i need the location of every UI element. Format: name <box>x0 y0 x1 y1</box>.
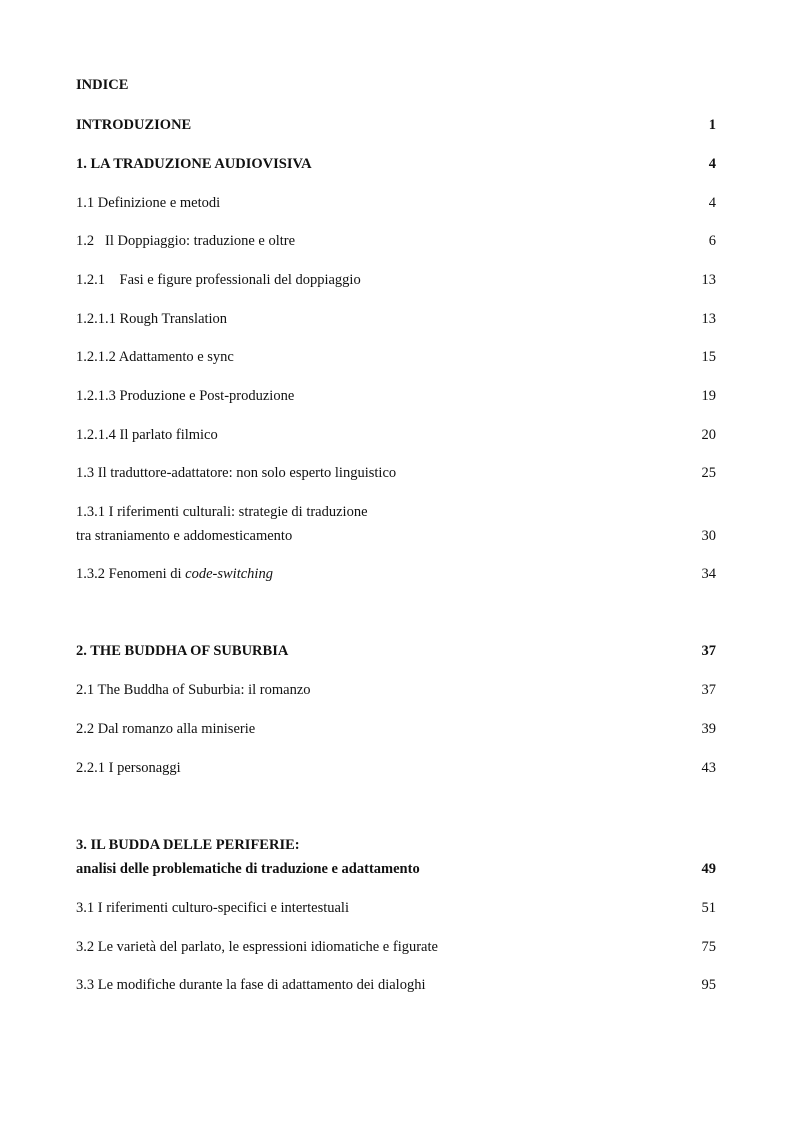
entry-page: 39 <box>701 721 716 737</box>
entry-title: 1.2.1 Fasi e figure professionali del doppiaggio <box>76 272 361 288</box>
heading-text: INDICE <box>76 77 129 93</box>
entry-page: 49 <box>701 861 716 877</box>
entry-title: 1.2.1.1 Rough Translation <box>76 311 228 327</box>
entry-page: 37 <box>701 682 716 698</box>
entry-page: 15 <box>701 349 716 365</box>
toc-entry-3-3 <box>76 975 716 995</box>
toc-entry-1-2-1-4 <box>76 425 716 445</box>
entry-page: 20 <box>701 427 716 443</box>
entry-page: 4 <box>708 195 716 211</box>
entry-page: 19 <box>701 388 716 404</box>
toc-entry-2-1 <box>76 680 716 700</box>
entry-page: 25 <box>701 465 716 481</box>
toc-entry-3-2 <box>76 937 716 957</box>
entry-title: 2.2 Dal romanzo alla miniserie <box>76 721 256 737</box>
entry-title: 3.2 Le varietà del parlato, le espressioni idiomatiche e figurate <box>76 939 438 955</box>
entry-title: 1. LA TRADUZIONE AUDIOVISIVA <box>76 156 312 172</box>
entry-title: 2.1 The Buddha of Suburbia: il romanzo <box>76 682 311 698</box>
entry-title-emphasis: code-switching <box>185 566 273 582</box>
entry-title: 3.3 Le modifiche durante la fase di adattamento dei dialoghi <box>76 977 426 993</box>
entry-page: 13 <box>701 272 716 288</box>
toc-entry-introduzione <box>76 115 716 135</box>
entry-title-line-2: analisi delle problematiche di traduzione e adattamento <box>76 861 420 877</box>
toc-entry-1-2-1-1 <box>76 309 716 329</box>
entry-title: 1.2.1.4 Il parlato filmico <box>76 427 218 443</box>
entry-title-line-1: 1.3.1 I riferimenti culturali: strategie di traduzione <box>76 504 368 520</box>
entry-title: 2. THE BUDDHA OF SUBURBIA <box>76 643 289 659</box>
entry-page: 6 <box>708 233 716 249</box>
entry-page: 13 <box>701 311 716 327</box>
entry-title-prefix: 1.3.2 Fenomeni di <box>76 566 186 582</box>
toc-entry-1-2-1-2 <box>76 347 716 367</box>
entry-title-line-2: tra straniamento e addomesticamento <box>76 528 293 544</box>
toc-entry-1-3-1 <box>76 502 716 546</box>
entry-page: 95 <box>701 977 716 993</box>
entry-title: 1.2.1.2 Adattamento e sync <box>76 349 234 365</box>
entry-title: 3.1 I riferimenti culturo-specifici e intertestuali <box>76 900 349 916</box>
toc-entry-1-3-2 <box>76 564 716 584</box>
entry-page: 30 <box>701 528 716 544</box>
toc-entry-chapter-1 <box>76 154 716 174</box>
entry-page: 34 <box>701 566 716 582</box>
toc-heading <box>76 75 716 95</box>
entry-title: 1.1 Definizione e metodi <box>76 195 221 211</box>
entry-page: 43 <box>701 760 716 776</box>
entry-page: 37 <box>701 643 716 659</box>
entry-page: 4 <box>708 156 716 172</box>
toc-entry-1-2 <box>76 231 716 251</box>
toc-entry-1-1 <box>76 193 716 213</box>
toc-entry-1-2-1 <box>76 270 716 290</box>
entry-page: 51 <box>701 900 716 916</box>
entry-title-line-1: 3. IL BUDDA DELLE PERIFERIE: <box>76 837 300 853</box>
toc-entry-2-2 <box>76 719 716 739</box>
toc-entry-chapter-3 <box>76 835 716 879</box>
entry-title: 1.3 Il traduttore-adattatore: non solo esperto linguistico <box>76 465 397 481</box>
toc-entry-1-2-1-3 <box>76 386 716 406</box>
entry-page: 1 <box>708 117 716 133</box>
entry-title: 1.2.1.3 Produzione e Post-produzione <box>76 388 295 404</box>
toc-entry-1-3 <box>76 463 716 483</box>
entry-page: 75 <box>701 939 716 955</box>
toc-entry-chapter-2 <box>76 641 716 661</box>
entry-title: 2.2.1 I personaggi <box>76 760 181 776</box>
entry-title: INTRODUZIONE <box>76 117 192 133</box>
toc-entry-2-2-1 <box>76 758 716 778</box>
entry-title: 1.2 Il Doppiaggio: traduzione e oltre <box>76 233 296 249</box>
toc-entry-3-1 <box>76 898 716 918</box>
